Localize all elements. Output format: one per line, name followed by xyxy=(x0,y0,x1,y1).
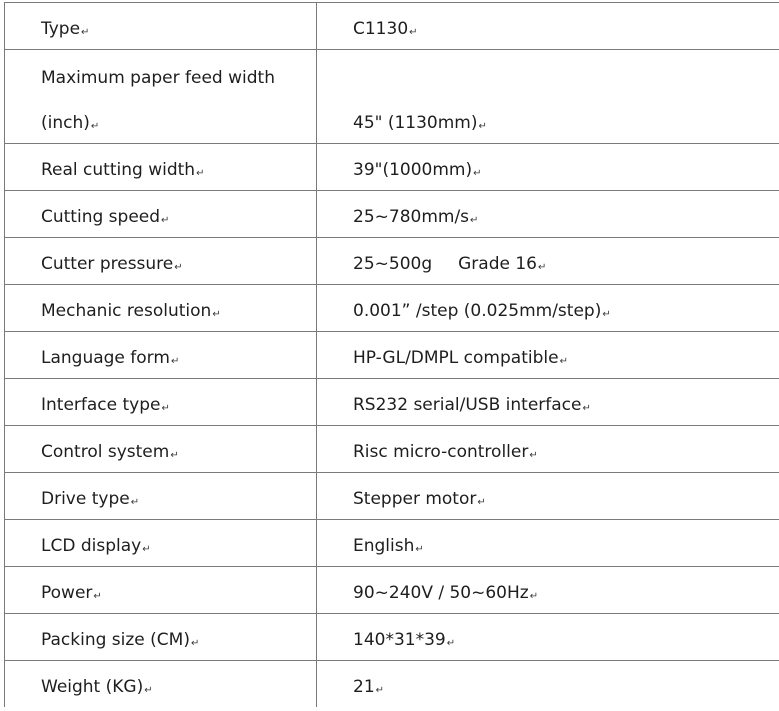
return-mark-icon: ↵ xyxy=(375,685,385,696)
spec-label-cutter-pressure: Cutter pressure↵ xyxy=(5,238,317,285)
spec-value-power: 90~240V / 50~60Hz↵ xyxy=(317,567,779,614)
return-mark-icon: ↵ xyxy=(477,497,486,508)
return-mark-icon: ↵ xyxy=(602,309,611,320)
table-row xyxy=(5,238,779,285)
spec-label-control-system: Control system↵ xyxy=(5,426,317,473)
spec-label-packing-size: Packing size (CM)↵ xyxy=(5,614,317,661)
return-mark-icon: ↵ xyxy=(161,215,170,226)
return-mark-icon: ↵ xyxy=(529,591,539,602)
return-mark-icon: ↵ xyxy=(130,497,140,508)
spec-value-packing-size: 140*31*39↵ xyxy=(317,614,779,661)
spec-label-cutting-speed: Cutting speed↵ xyxy=(5,191,317,238)
return-mark-icon: ↵ xyxy=(170,356,180,367)
return-mark-icon: ↵ xyxy=(478,121,487,132)
table-row xyxy=(5,473,779,520)
spec-label-power: Power↵ xyxy=(5,567,317,614)
return-mark-icon: ↵ xyxy=(559,356,568,367)
return-mark-icon: ↵ xyxy=(161,403,170,414)
spec-value-control-system: Risc micro-controller↵ xyxy=(317,426,779,473)
table-row xyxy=(5,285,779,332)
spec-value-type: C1130↵ xyxy=(317,3,779,50)
return-mark-icon: ↵ xyxy=(196,168,205,179)
spec-value-max-paper-feed-width: 45" (1130mm)↵ xyxy=(317,50,779,144)
spec-label-interface-type: Interface type↵ xyxy=(5,379,317,426)
return-mark-icon: ↵ xyxy=(446,638,456,649)
spec-label-type: Type↵ xyxy=(5,3,317,50)
spec-value-lcd-display: English↵ xyxy=(317,520,779,567)
spec-value-drive-type: Stepper motor↵ xyxy=(317,473,779,520)
return-mark-icon: ↵ xyxy=(473,168,482,179)
return-mark-icon: ↵ xyxy=(81,27,90,38)
table-row xyxy=(5,3,779,50)
spec-value-language-form: HP-GL/DMPL compatible↵ xyxy=(317,332,779,379)
return-mark-icon: ↵ xyxy=(470,215,479,226)
spec-value-cutter-pressure: 25~500g Grade 16↵ xyxy=(317,238,779,285)
table-row xyxy=(5,426,779,473)
return-mark-icon: ↵ xyxy=(409,27,418,38)
return-mark-icon: ↵ xyxy=(142,544,151,555)
spec-value-interface-type: RS232 serial/USB interface↵ xyxy=(317,379,779,426)
spec-label-weight: Weight (KG)↵ xyxy=(5,661,317,708)
spec-label-drive-type: Drive type↵ xyxy=(5,473,317,520)
return-mark-icon: ↵ xyxy=(582,403,591,414)
return-mark-icon: ↵ xyxy=(170,450,179,461)
table-row xyxy=(5,567,779,614)
table-row xyxy=(5,661,779,708)
spec-label-lcd-display: LCD display↵ xyxy=(5,520,317,567)
table-row xyxy=(5,332,779,379)
spec-label-mechanic-resolution: Mechanic resolution↵ xyxy=(5,285,317,332)
specification-table xyxy=(4,2,779,707)
spec-value-real-cutting-width: 39"(1000mm)↵ xyxy=(317,144,779,191)
return-mark-icon: ↵ xyxy=(174,262,183,273)
return-mark-icon: ↵ xyxy=(144,685,153,696)
return-mark-icon: ↵ xyxy=(190,638,200,649)
return-mark-icon: ↵ xyxy=(212,309,221,320)
return-mark-icon: ↵ xyxy=(538,262,547,273)
spec-value-cutting-speed: 25~780mm/s↵ xyxy=(317,191,779,238)
table-row xyxy=(5,191,779,238)
spec-label-max-paper-feed-width: Maximum paper feed width (inch)↵ xyxy=(5,50,317,144)
spec-label-language-form: Language form↵ xyxy=(5,332,317,379)
return-mark-icon: ↵ xyxy=(529,450,538,461)
spec-label-real-cutting-width: Real cutting width↵ xyxy=(5,144,317,191)
table-row xyxy=(5,144,779,191)
return-mark-icon: ↵ xyxy=(93,591,102,602)
spec-value-mechanic-resolution: 0.001” /step (0.025mm/step)↵ xyxy=(317,285,779,332)
table-row xyxy=(5,520,779,567)
return-mark-icon: ↵ xyxy=(415,544,424,555)
table-row xyxy=(5,614,779,661)
return-mark-icon: ↵ xyxy=(90,121,100,132)
spec-value-weight: 21↵ xyxy=(317,661,779,708)
table-row xyxy=(5,50,779,144)
table-row xyxy=(5,379,779,426)
